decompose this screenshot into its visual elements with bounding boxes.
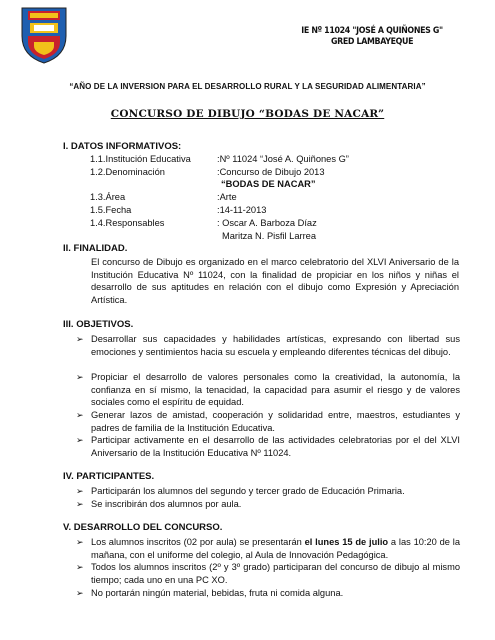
section-heading-objetivos: III. OBJETIVOS.	[63, 319, 134, 330]
arrow-bullet-icon: ➢	[76, 588, 84, 598]
school-line-2: GRED LAMBAYEQUE	[331, 37, 414, 47]
objective-text: Desarrollar sus capacidades y habilidades artísticas, expresando con libertad sus emociones y sentimientos hacia su escuela y empleando diferentes técnicas del dibujo.	[91, 334, 460, 357]
info-label: 1.5.Fecha	[90, 205, 132, 215]
school-line-1: IE Nº 11024 "JOSÉ A QUIÑONES G"	[301, 26, 443, 36]
list-item	[76, 371, 460, 409]
participant-text: Participarán los alumnos del segundo y tercer grado de Educación Primaria.	[91, 486, 405, 496]
info-value: :Arte	[217, 192, 237, 202]
info-value: :Concurso de Dibujo 2013	[217, 167, 325, 177]
document-title: CONCURSO DE DIBUJO “BODAS DE NACAR”	[110, 108, 385, 120]
finalidad-paragraph: El concurso de Dibujo es organizado en el marco celebratorio del XLVI Aniversario de la Institución Educativa Nº 11024, con la finalidad de propiciar en los niños y niñas el desarrollo de sus aptitudes en relación con el dibujo como Expresión y Apreciación Artística.	[91, 257, 459, 305]
list-item	[76, 485, 460, 498]
info-label: 1.4.Responsables	[90, 218, 165, 228]
arrow-bullet-icon: ➢	[76, 486, 84, 496]
list-item	[76, 333, 460, 358]
info-value: :Nº 11024 “José A. Quiñones G”	[217, 154, 349, 164]
info-value: Maritza N. Pisfil Larrea	[222, 231, 317, 241]
development-text-part: a las 10:20 de la mañana, con el uniforme del colegio, al Aula de Innovación Pedagógica.	[91, 537, 461, 560]
development-date-highlight: el lunes 15 de julio	[304, 537, 389, 547]
section-heading-participantes: IV. PARTICIPANTES.	[63, 471, 155, 482]
list-item	[76, 587, 460, 600]
info-value: : Oscar A. Barboza Díaz	[217, 218, 317, 228]
list-item	[76, 536, 460, 561]
arrow-bullet-icon: ➢	[76, 410, 84, 420]
section-heading-desarrollo: V. DESARROLLO DEL CONCURSO.	[63, 522, 223, 533]
arrow-bullet-icon: ➢	[76, 499, 84, 509]
arrow-bullet-icon: ➢	[76, 537, 84, 547]
list-item	[76, 561, 460, 586]
development-text: Todos los alumnos inscritos (2º y 3º grado) participaran del concurso de dibujo al mismo tiempo; cada uno en una PC XO.	[91, 562, 460, 585]
development-text-part: Los alumnos inscritos (02 por aula) se presentarán	[91, 537, 305, 547]
arrow-bullet-icon: ➢	[76, 372, 84, 382]
section-heading-datos: I. DATOS INFORMATIVOS:	[63, 141, 182, 152]
info-value: :14-11-2013	[217, 205, 267, 215]
objective-text: Participar activamente en el desarrollo de las actividades celebratorias por el del XLVI Aniversario de la Institución Educativa Nº 11024.	[91, 435, 460, 458]
school-name	[301, 26, 443, 48]
arrow-bullet-icon: ➢	[76, 435, 84, 445]
year-motto: “AÑO DE LA INVERSION PARA EL DESARROLLO RURAL Y LA SEGURIDAD ALIMENTARIA”	[69, 82, 426, 91]
participant-text: Se inscribirán dos alumnos por aula.	[91, 499, 242, 509]
list-item	[76, 409, 460, 434]
development-text: No portarán ningún material, bebidas, fruta ni comida alguna.	[91, 588, 344, 598]
info-label: 1.1.Institución Educativa	[90, 154, 191, 164]
arrow-bullet-icon: ➢	[76, 334, 84, 344]
list-item	[76, 498, 460, 511]
info-value-contest-name: “BODAS DE NACAR”	[221, 179, 316, 189]
info-label: 1.3.Área	[90, 192, 126, 202]
list-item	[76, 434, 460, 459]
arrow-bullet-icon: ➢	[76, 562, 84, 572]
objective-text: Propiciar el desarrollo de valores personales como la creatividad, la autonomía, la confianza en sí mismo, la tenacidad, la capacidad para asumir el riesgo y de valores sociales como el espíritu de equidad.	[91, 372, 460, 407]
school-shield-logo	[20, 6, 68, 64]
objective-text: Generar lazos de amistad, cooperación y solidaridad entre, maestros, estudiantes y padres de familia de la Institución Educativa.	[91, 410, 460, 433]
section-heading-finalidad: II. FINALIDAD.	[63, 243, 128, 254]
info-label: 1.2.Denominación	[90, 167, 165, 177]
